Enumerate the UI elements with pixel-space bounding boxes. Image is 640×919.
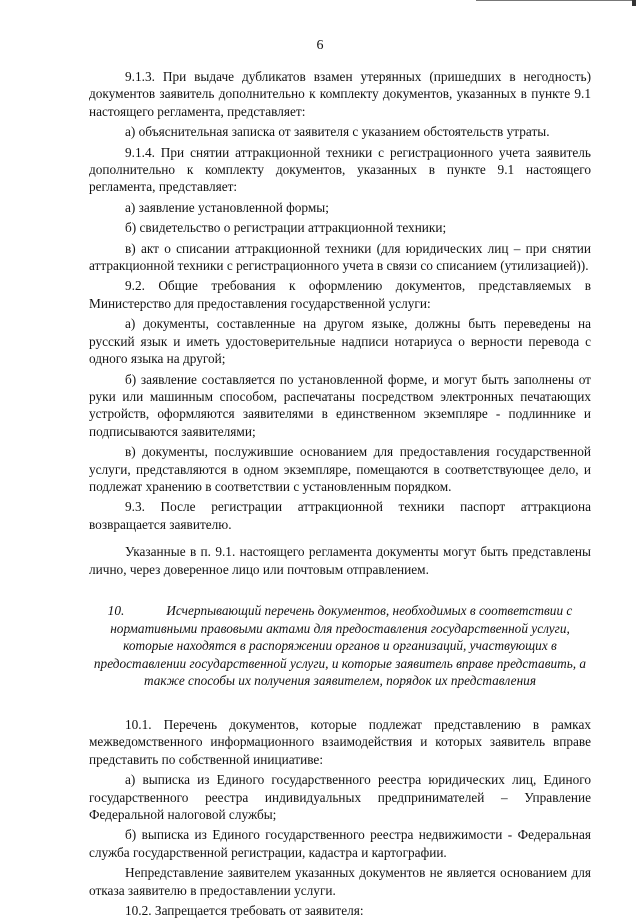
paragraph-9-1-4: 9.1.4. При снятии аттракционной техники с регистрационного учета заявитель дополнительно к комплекту документов, указанных в пункте 9.1 настоящего регламента, представляет: [89,144,591,195]
paragraph-9-1-3: 9.1.3. При выдаче дубликатов взамен утерянных (пришедших в негодность) документов заявитель дополнительно к комплекту документов, указанных в пункте 9.1 настоящего регламента, представляет: [89,69,591,119]
document-body [89,68,591,919]
paragraph-9-3: 9.3. После регистрации аттракционной техники паспорт аттракциона возвращается заявителю. [89,499,591,532]
paragraph-10-1: 10.1. Перечень документов, которые подлежат представлению в рамках межведомственного информационного взаимодействия и которых заявитель вправе представить по собственной инициативе: [89,716,591,767]
paragraph-10-2: 10.2. Запрещается требовать от заявителя: [125,903,364,918]
scan-edge-line [476,0,636,4]
section-title: Исчерпывающий перечень документов, необходимых в соответствии с нормативными правовыми актами для предоставления государственной услуги, которые находятся в распоряжении органов и организаций, участвующих в предоставлении государственной услуги, и которые заявитель вправе представить, а также способы их получения заявителем, порядок их представления [93,602,587,689]
list-item-a: а) заявление установленной формы; [125,199,329,215]
section-number: 10. [107,602,125,618]
paragraph-submission: Указанные в п. 9.1. настоящего регламента документы могут быть представлены лично, через доверенное лицо или почтовым отправлением. [89,544,591,577]
list-item-b: б) свидетельство о регистрации аттракционной техники; [125,220,447,236]
list-item-a: а) документы, составленные на другом языке, должны быть переведены на русский язык и иметь удостоверительные надписи нотариуса о верности перевода с одного языка на другой; [89,316,591,367]
page-number: 6 [316,38,324,53]
paragraph-non-submission: Непредставление заявителем указанных документов не является основанием для отказа заявителю в предоставлении услуги. [89,865,591,898]
scan-edge-mark [632,0,636,6]
section-heading-10 [89,602,591,690]
list-item-b: б) заявление составляется по установленной форме, и могут быть заполнены от руки или машинным способом, распечатаны посредством электронных печатающих устройств, оформляются заявителями в единственном экземпляре - подлиннике и подписываются заявителями; [89,371,591,439]
paragraph-9-2: 9.2. Общие требования к оформлению документов, представляемых в Министерство для предоставления государственной услуги: [89,278,591,311]
list-item-v: в) документы, послужившие основанием для предоставления государственной услуги, представляются в одном экземпляре, помещаются в соответствующее дело, и подлежат хранению в соответствии с установленным порядком. [89,444,591,494]
list-item-b: б) выписка из Единого государственного реестра недвижимости - Федеральная служба государственной регистрации, кадастра и картографии. [89,827,591,860]
list-item-a: а) объяснительная записка от заявителя с указанием обстоятельств утраты. [125,124,550,140]
list-item-a: а) выписка из Единого государственного реестра юридических лиц, Единого государственного реестра индивидуальных предпринимателей – Управление Федеральной налоговой службы; [89,772,591,822]
list-item-v: в) акт о списании аттракционной техники (для юридических лиц – при снятии аттракционной техники с регистрационного учета в связи со списанием (утилизацией)). [89,240,591,274]
